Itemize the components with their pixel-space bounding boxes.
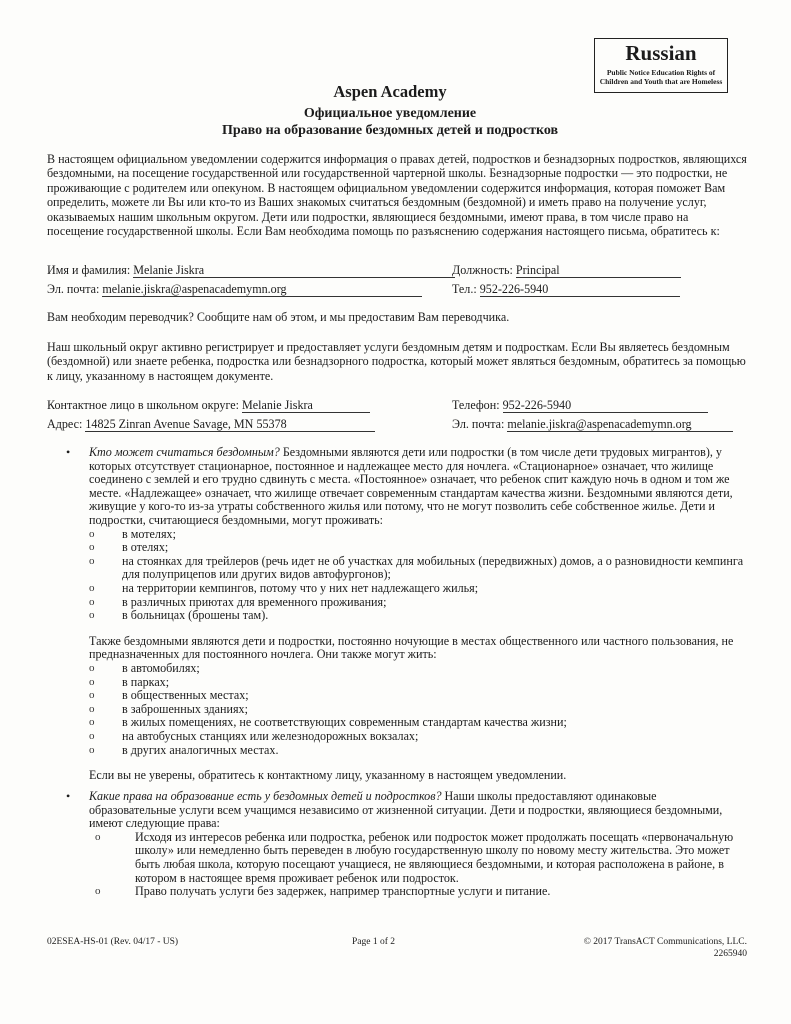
answer-who-is-homeless: Бездомными являются дети или подростки (в том числе дети трудовых мигрантов), у которых отсутствует стационарное, постоянное и надлежащее место для ночлега. «Стационарное» означает, что жилище соединено с землей и его трудно сдвинуть с места. «Постоянное» означает, что ребенок спит каждую ночь в одном и том же месте. «Надлежащее» означает, что жилище отвечает современным стандартам качества жизни. Бездомными являются дети, живущие у кого-то из-за утраты собственного жилья или потому, что не могут позволить себе собственное жилье. Дети и подростки, считающиеся бездомными, могут проживать: [89,445,733,527]
district-address-row [47,416,747,432]
contact-name-row [47,262,747,278]
list-item: o в автомобилях; [89,661,200,675]
translator-paragraph: Вам необходим переводчик? Сообщите нам об этом, и мы предоставим Вам переводчика. [47,310,510,324]
circle-marker: o [89,609,95,622]
circle-marker: o [89,689,95,702]
district-contact-row [47,397,747,413]
language-label: Russian [625,41,697,65]
intro-paragraph: В настоящем официальном уведомлении содержится информация о правах детей, подростков и безнадзорных подростков, являющихся бездомными, на посещение государственной или государственной чартерной школы. Безнадзорные подростки — это подростки, не проживающие с родителем или опекуном. В настоящем официальном уведомлении содержится информация, которая поможет Вам определить, можете ли Вы или кто-то из Ваших знакомых считаться бездомным (бездомной) и иметь право на получение услуг, оказываемых нашим школьным округом. Дети или подростки, являющиеся бездомными, имеют права, в том числе право на посещение государственной школы. Если Вам необходима помощь по разъяснению содержания настоящего письма, обратитесь к: [47,152,747,239]
circle-marker: o [89,702,95,715]
district-paragraph: Наш школьный округ активно регистрирует и предоставляет услуги бездомным детям и подросткам. Если Вы являетесь бездомным (бездомной) или знаете ребенка, подростка или безнадзорного подростка, который может являться бездомным, обратитесь за помощью к лицу, указанному в настоящем документе. [47,340,746,383]
page-number: Page 1 of 2 [352,937,396,947]
contact-email-row [47,281,747,297]
list-item: o в общественных местах; [89,688,249,703]
circle-marker: o [89,581,95,594]
circle-marker: o [89,716,95,729]
circle-marker: o [89,743,95,756]
list-item: o Исходя из интересов ребенка или подростка, ребенок или подросток может продолжать посещать «первоначальную школу» или немедленно быть переведен в любую государственную школу по новому месту жительства. Это может быть любая школа, которую посещают учащиеся, не являющиеся бездомными, и которая расположена в районе, в котором в настоящее время проживает ребенок или подросток. [95,829,734,885]
document-subtitle: Право на образование бездомных детей и подростков [221,123,559,138]
circle-marker: o [89,675,95,688]
circle-marker: o [89,554,95,567]
document-title: Официальное уведомление [303,106,477,121]
address-value: 14825 Zinran Avenue Savage, MN 55378 [85,418,375,432]
if-unsure-paragraph: Если вы не уверены, обратитесь к контактному лицу, указанному в настоящем уведомлении. [89,768,567,783]
name-label: Имя и фамилия: [47,263,131,277]
list-item: o Право получать услуги без задержек, например транспортные услуги и питание. [95,884,551,899]
also-homeless-paragraph: Также бездомными являются дети и подростки, постоянно ночующие в местах общественного или частного пользования, не предназначенных для постоянного ночлега. Они также могут жить: [89,633,734,662]
circle-marker: o [89,729,95,742]
circle-marker: o [89,662,95,674]
circle-marker: o [95,830,101,843]
bullet-who-is-homeless [66,446,746,783]
circle-marker: o [89,527,95,540]
answer-education-rights: Наши школы предоставляют одинаковые образовательные услуги всем учащимся независимо от жизненной ситуации. Дети и подростки, являющиеся бездомными, имеют следующие права: [89,789,723,831]
list-item: o в мотелях; [89,526,176,541]
question-education-rights: Какие права на образование есть у бездомных детей и подростков? [89,789,442,803]
document-number: 2265940 [713,949,747,959]
list-item: o в парках; [89,674,170,689]
list-item: o в других аналогичных местах. [89,742,279,757]
public-places-list [89,662,746,757]
circle-marker: o [89,541,95,554]
living-places-list [89,528,746,623]
bullet-education-rights [66,790,746,899]
notice-caption: Public Notice Education Rights of Children and Youth that are Homeless [599,68,723,86]
district-contact-value: Melanie Jiskra [242,399,370,413]
position-value: Principal [516,264,681,278]
district-phone-label: Телефон: [452,398,500,412]
phone-value: 952-226-5940 [480,283,680,297]
circle-marker: o [89,595,95,608]
district-email-value: melanie.jiskra@aspenacademymn.org [507,418,733,432]
list-item: o на территории кемпингов, потому что у них нет надлежащего жилья; [89,580,479,595]
copyright: © 2017 TransACT Communications, LLC. [583,937,747,947]
section-who-is-homeless [66,446,746,783]
question-who-is-homeless: Кто может считаться бездомным? [89,445,280,459]
list-item: o на автобусных станциях или железнодорожных вокзалах; [89,728,419,743]
district-phone-value: 952-226-5940 [503,399,708,413]
list-item: o в отелях; [89,540,169,555]
copyright-block [584,936,747,960]
list-item: o в жилых помещениях, не соответствующих современным стандартам качества жизни; [89,715,567,730]
email-label: Эл. почта: [47,282,100,296]
rights-list [89,831,746,899]
circle-marker: o [95,885,101,898]
form-code: 02ESEA-HS-01 (Rev. 04/17 - US) [47,937,179,947]
district-email-label: Эл. почта: [452,417,505,431]
bullet-marker: • [66,445,71,459]
address-label: Адрес: [47,417,83,431]
list-item: o в различных приютах для временного проживания; [89,594,387,609]
list-item: o в заброшенных зданиях; [89,701,248,716]
bullet-marker: • [66,789,71,803]
email-value: melanie.jiskra@aspenacademymn.org [102,283,422,297]
district-contact-label: Контактное лицо в школьном округе: [47,398,239,412]
name-value: Melanie Jiskra [133,264,455,278]
section-education-rights [66,790,746,911]
title-block [120,82,660,139]
phone-label: Тел.: [452,282,477,296]
list-item: o на стоянках для трейлеров (речь идет не об участках для мобильных (передвижных) домов, а о разновидности кемпинга для полуприцепов или других видов автофургонов); [89,553,744,582]
school-name: Aspen Academy [333,82,447,101]
position-label: Должность: [452,263,513,277]
list-item: o в больницах (брошены там). [89,608,269,623]
